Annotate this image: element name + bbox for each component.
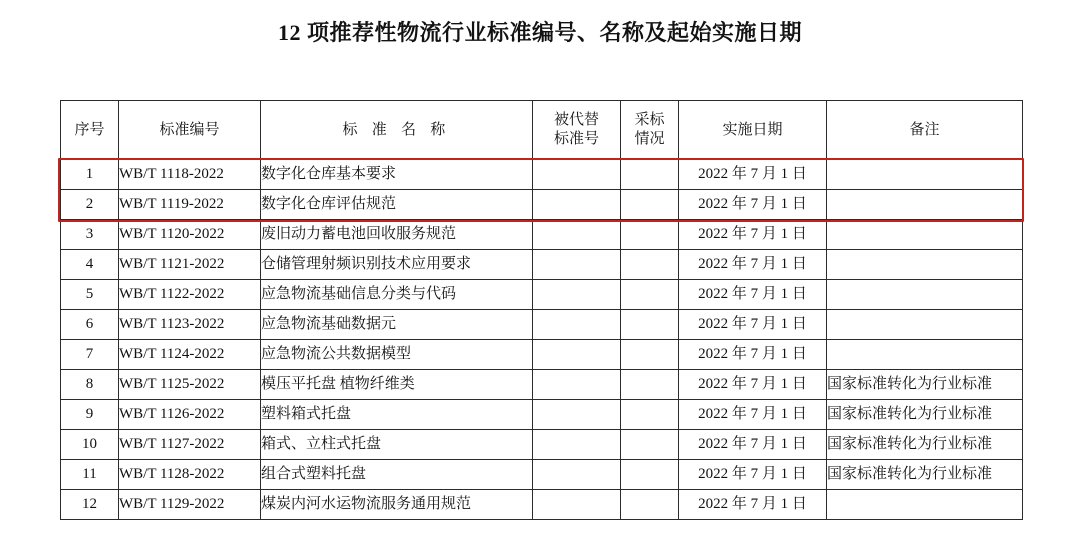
cell-date: 2022 年 7 月 1 日 (679, 460, 827, 490)
table-row (61, 400, 1023, 430)
cell-name: 数字化仓库评估规范 (261, 190, 533, 220)
cell-adopted (621, 250, 679, 280)
table-row (61, 160, 1023, 190)
cell-replaced (533, 160, 621, 190)
cell-code: WB/T 1126-2022 (119, 400, 261, 430)
cell-adopted (621, 220, 679, 250)
cell-code: WB/T 1124-2022 (119, 340, 261, 370)
cell-date: 2022 年 7 月 1 日 (679, 160, 827, 190)
table-row (61, 460, 1023, 490)
table-row (61, 340, 1023, 370)
cell-replaced (533, 460, 621, 490)
cell-code: WB/T 1123-2022 (119, 310, 261, 340)
page-title: 12 项推荐性物流行业标准编号、名称及起始实施日期 (277, 20, 802, 45)
cell-note (827, 250, 1023, 280)
cell-index: 12 (61, 490, 119, 520)
cell-name: 废旧动力蓄电池回收服务规范 (261, 220, 533, 250)
cell-note (827, 490, 1023, 520)
cell-name: 模压平托盘 植物纤维类 (261, 370, 533, 400)
cell-note (827, 310, 1023, 340)
table-row (61, 220, 1023, 250)
cell-index: 5 (61, 280, 119, 310)
cell-replaced (533, 280, 621, 310)
table-row (61, 430, 1023, 460)
cell-date: 2022 年 7 月 1 日 (679, 400, 827, 430)
cell-name: 组合式塑料托盘 (261, 460, 533, 490)
column-header-adopted-line2: 情况 (634, 131, 665, 147)
cell-index: 1 (61, 160, 119, 190)
cell-date: 2022 年 7 月 1 日 (679, 370, 827, 400)
cell-name: 仓储管理射频识别技术应用要求 (261, 250, 533, 280)
cell-name: 应急物流公共数据模型 (261, 340, 533, 370)
cell-replaced (533, 370, 621, 400)
cell-code: WB/T 1129-2022 (119, 490, 261, 520)
cell-replaced (533, 190, 621, 220)
cell-name: 煤炭内河水运物流服务通用规范 (261, 490, 533, 520)
cell-replaced (533, 220, 621, 250)
table-row (61, 490, 1023, 520)
cell-adopted (621, 460, 679, 490)
cell-note: 国家标准转化为行业标准 (827, 400, 1023, 430)
cell-code: WB/T 1127-2022 (119, 430, 261, 460)
column-header-replaced-line2: 标准号 (553, 131, 599, 147)
cell-date: 2022 年 7 月 1 日 (679, 490, 827, 520)
cell-date: 2022 年 7 月 1 日 (679, 190, 827, 220)
table-body (61, 160, 1023, 520)
cell-name: 塑料箱式托盘 (261, 400, 533, 430)
table-header (61, 101, 1023, 160)
cell-index: 6 (61, 310, 119, 340)
column-header-adopted (621, 101, 679, 160)
cell-name: 数字化仓库基本要求 (261, 160, 533, 190)
cell-adopted (621, 370, 679, 400)
column-header-adopted-line1: 采标 (634, 112, 665, 129)
column-header-replaced-line1: 被代替 (553, 112, 599, 129)
cell-date: 2022 年 7 月 1 日 (679, 250, 827, 280)
table-header-row (61, 101, 1023, 160)
cell-index: 11 (61, 460, 119, 490)
column-header-name: 标 准 名 称 (261, 101, 533, 160)
cell-note: 国家标准转化为行业标准 (827, 370, 1023, 400)
cell-index: 9 (61, 400, 119, 430)
cell-index: 8 (61, 370, 119, 400)
cell-code: WB/T 1121-2022 (119, 250, 261, 280)
standards-table-container (60, 100, 1022, 520)
document-page (0, 18, 1080, 550)
cell-index: 7 (61, 340, 119, 370)
column-header-replaced (533, 101, 621, 160)
column-header-code: 标准编号 (119, 101, 261, 160)
cell-adopted (621, 430, 679, 460)
cell-replaced (533, 490, 621, 520)
cell-date: 2022 年 7 月 1 日 (679, 280, 827, 310)
cell-index: 2 (61, 190, 119, 220)
cell-note (827, 280, 1023, 310)
column-header-index: 序号 (61, 101, 119, 160)
table-row (61, 310, 1023, 340)
cell-code: WB/T 1125-2022 (119, 370, 261, 400)
cell-code: WB/T 1119-2022 (119, 190, 261, 220)
cell-adopted (621, 190, 679, 220)
cell-name: 应急物流基础数据元 (261, 310, 533, 340)
cell-date: 2022 年 7 月 1 日 (679, 310, 827, 340)
table-row (61, 250, 1023, 280)
cell-code: WB/T 1120-2022 (119, 220, 261, 250)
cell-note (827, 220, 1023, 250)
cell-replaced (533, 400, 621, 430)
cell-code: WB/T 1122-2022 (119, 280, 261, 310)
cell-date: 2022 年 7 月 1 日 (679, 430, 827, 460)
cell-date: 2022 年 7 月 1 日 (679, 340, 827, 370)
table-row (61, 370, 1023, 400)
cell-replaced (533, 310, 621, 340)
cell-note: 国家标准转化为行业标准 (827, 460, 1023, 490)
cell-adopted (621, 490, 679, 520)
cell-note (827, 190, 1023, 220)
cell-adopted (621, 340, 679, 370)
column-header-note: 备注 (827, 101, 1023, 160)
standards-table (60, 100, 1023, 520)
cell-index: 10 (61, 430, 119, 460)
cell-code: WB/T 1128-2022 (119, 460, 261, 490)
cell-replaced (533, 340, 621, 370)
cell-date: 2022 年 7 月 1 日 (679, 220, 827, 250)
cell-adopted (621, 280, 679, 310)
cell-replaced (533, 430, 621, 460)
cell-name: 箱式、立柱式托盘 (261, 430, 533, 460)
cell-note (827, 340, 1023, 370)
cell-note: 国家标准转化为行业标准 (827, 430, 1023, 460)
table-row (61, 280, 1023, 310)
cell-name: 应急物流基础信息分类与代码 (261, 280, 533, 310)
cell-note (827, 160, 1023, 190)
column-header-date: 实施日期 (679, 101, 827, 160)
cell-adopted (621, 310, 679, 340)
cell-code: WB/T 1118-2022 (119, 160, 261, 190)
table-row (61, 190, 1023, 220)
cell-index: 4 (61, 250, 119, 280)
cell-adopted (621, 160, 679, 190)
cell-index: 3 (61, 220, 119, 250)
cell-adopted (621, 400, 679, 430)
cell-replaced (533, 250, 621, 280)
